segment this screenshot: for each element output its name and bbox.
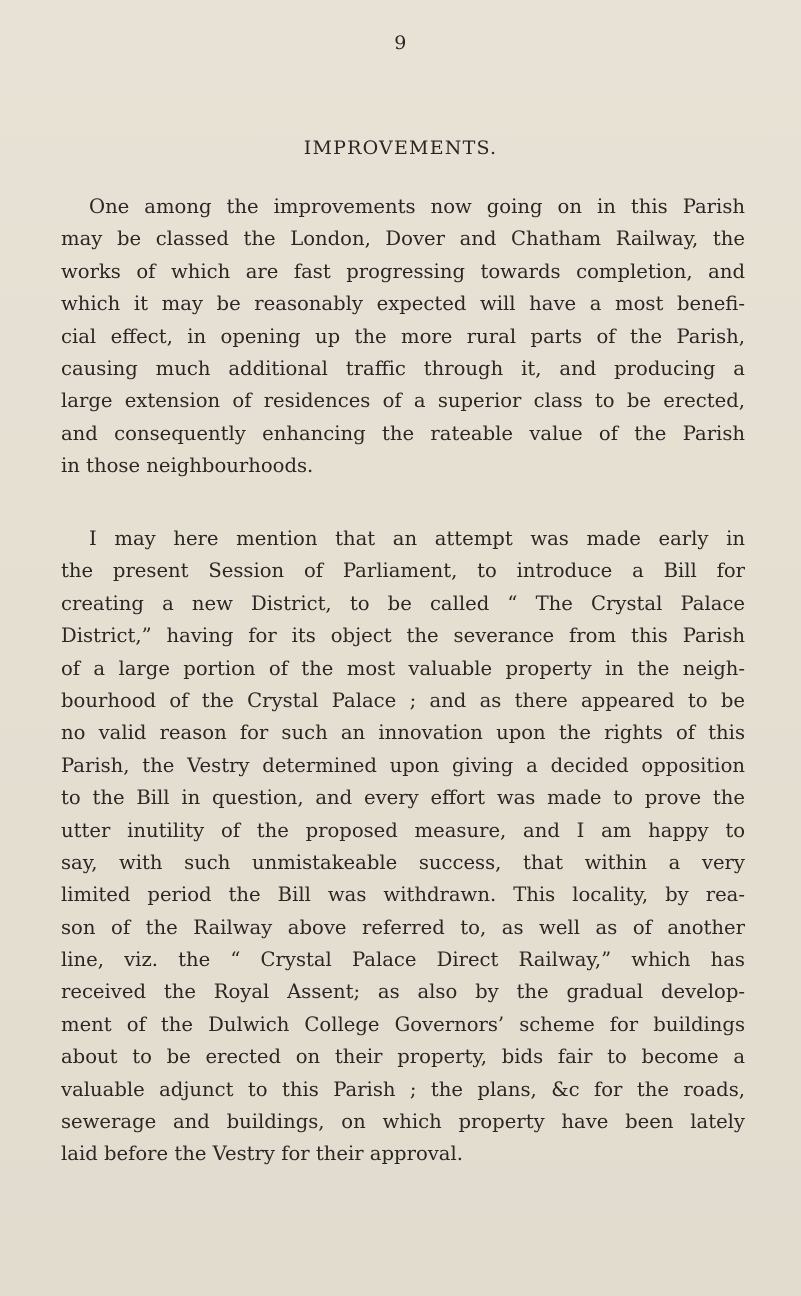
text-line: large extension of residences of a superior class to be erected, <box>61 389 745 413</box>
text-line: say, with such unmistakeable success, that within a very <box>61 850 745 874</box>
text-line: the present Session of Parliament, to introduce a Bill for <box>61 559 745 583</box>
paragraph-crystal-palace-district <box>61 523 745 1171</box>
section-heading: IMPROVEMENTS. <box>303 137 498 159</box>
text-line: cial effect, in opening up the more rural parts of the Parish, <box>61 324 745 348</box>
text-line: I may here mention that an attempt was made early in <box>89 527 745 550</box>
text-line: may be classed the London, Dover and Chatham Railway, the <box>61 227 745 251</box>
text-line: valuable adjunct to this Parish ; the plans, &c for the roads, <box>61 1077 745 1101</box>
text-line: no valid reason for such an innovation upon the rights of this <box>61 721 745 745</box>
text-line: which it may be reasonably expected will have a most benefi- <box>61 292 745 316</box>
text-line: son of the Railway above referred to, as well as of another <box>61 915 745 939</box>
text-line: District,” having for its object the severance from this Parish <box>61 624 745 648</box>
text-line: in those neighbourhoods. <box>61 454 314 478</box>
text-line: about to be erected on their property, bids fair to become a <box>61 1045 745 1069</box>
text-line: utter inutility of the proposed measure, and I am happy to <box>61 818 745 842</box>
text-line: works of which are fast progressing towards completion, and <box>61 259 745 283</box>
text-line: and consequently enhancing the rateable value of the Parish <box>61 421 745 445</box>
text-line: ment of the Dulwich College Governors’ scheme for buildings <box>61 1012 745 1036</box>
text-line: laid before the Vestry for their approval. <box>61 1142 463 1166</box>
text-line: received the Royal Assent; as also by the gradual develop- <box>61 980 745 1004</box>
text-line: limited period the Bill was withdrawn. This locality, by rea- <box>61 883 745 907</box>
page-number: 9 <box>394 32 407 54</box>
text-line: to the Bill in question, and every effort was made to prove the <box>61 786 745 810</box>
text-line: bourhood of the Crystal Palace ; and as there appeared to be <box>61 688 745 712</box>
text-line: sewerage and buildings, on which property have been lately <box>61 1110 745 1134</box>
text-line: creating a new District, to be called “ The Crystal Palace <box>61 591 745 615</box>
paragraph-railway <box>61 191 745 483</box>
text-line: line, viz. the “ Crystal Palace Direct Railway,” which has <box>61 948 745 972</box>
text-line: of a large portion of the most valuable property in the neigh- <box>61 656 745 680</box>
text-line: causing much additional traffic through it, and producing a <box>61 356 745 380</box>
text-line: Parish, the Vestry determined upon giving a decided opposition <box>61 753 745 777</box>
text-line: One among the improvements now going on in this Parish <box>89 195 745 218</box>
